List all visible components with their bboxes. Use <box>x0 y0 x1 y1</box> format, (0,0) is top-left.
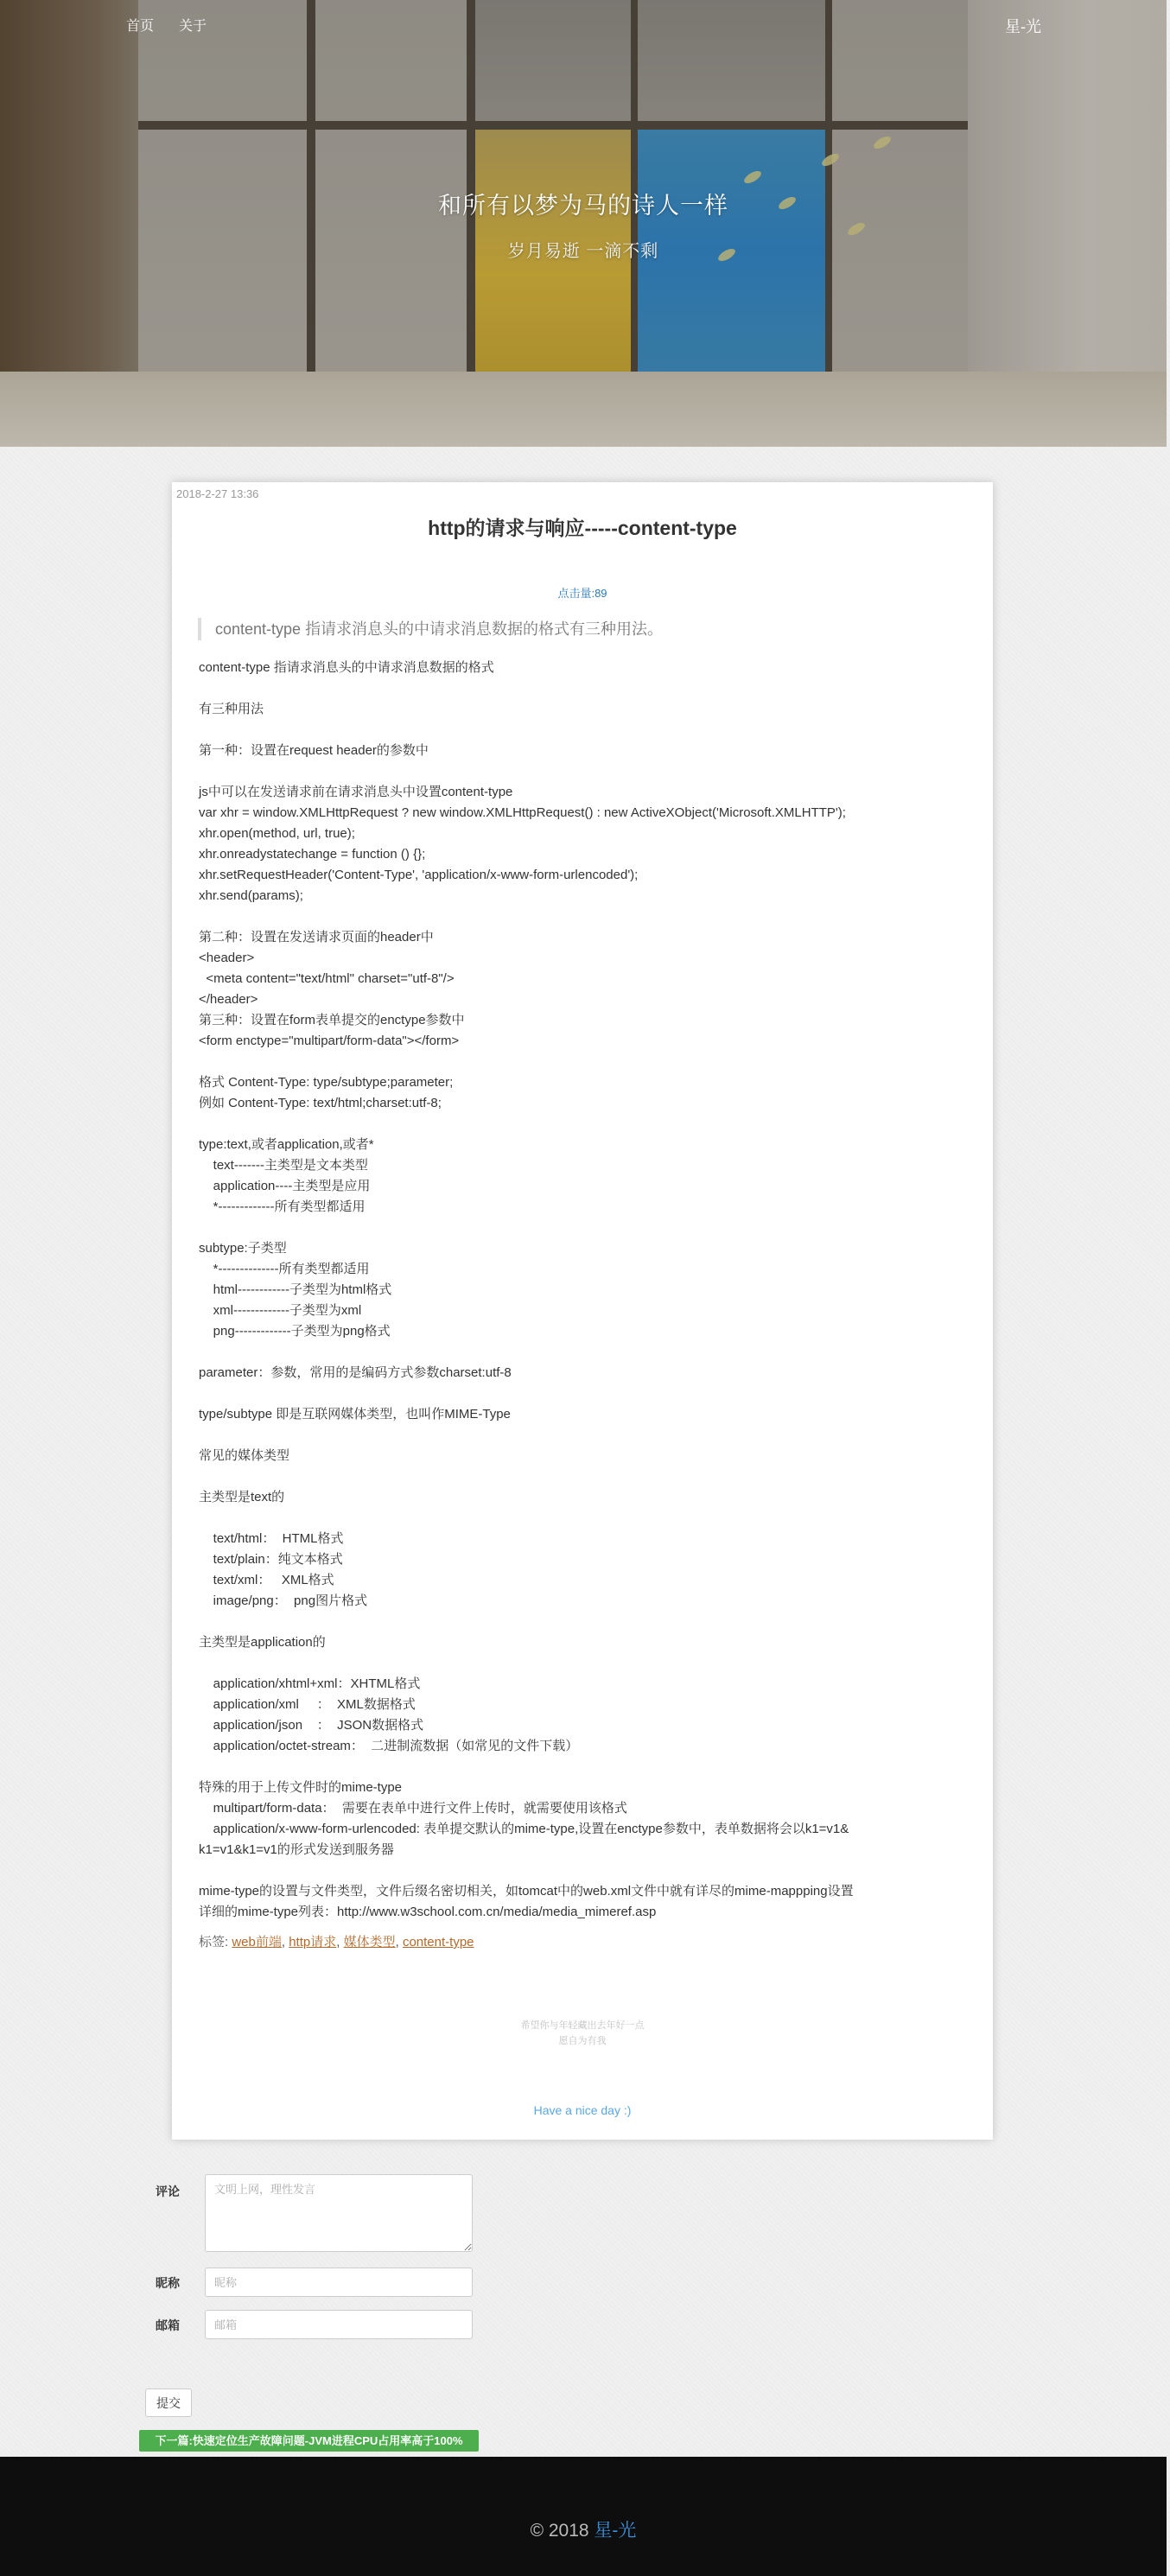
post-body-line <box>199 1757 959 1778</box>
post-body-line: 主类型是application的 <box>199 1635 326 1650</box>
post-body-line: 第三种：设置在form表单提交的enctype参数中 <box>199 1013 465 1027</box>
post-body-line: text/xml： XML格式 <box>199 1573 334 1587</box>
site-footer <box>0 2457 1167 2576</box>
post-body-line <box>199 1342 959 1363</box>
post-body-line: text/html： HTML格式 <box>199 1531 344 1546</box>
post-body-line: type/subtype 即是互联网媒体类型，也叫作MIME-Type <box>199 1407 511 1422</box>
post-body-line: *-------------所有类型都适用 <box>199 1199 366 1214</box>
post-body-line: xhr.send(params); <box>199 888 303 903</box>
post-body-line: </header> <box>199 992 258 1007</box>
post-body-line: 主类型是text的 <box>199 1490 285 1504</box>
post-body-line: <form enctype="multipart/form-data"></form> <box>199 1034 460 1048</box>
post-body-line: 第二种：设置在发送请求页面的header中 <box>199 930 434 945</box>
post-body-line: html------------子类型为html格式 <box>199 1282 392 1297</box>
post-body-line <box>199 1114 959 1135</box>
post-body-line: application----主类型是应用 <box>199 1179 371 1193</box>
post-body-line: 格式 Content-Type: type/subtype;parameter; <box>199 1075 454 1090</box>
tag-link[interactable]: http请求 <box>289 1935 337 1949</box>
post-note-line: 希望你与年轻藏出去年好一点 <box>520 2020 645 2031</box>
post-body-line: application/octet-stream： 二进制流数据（如常见的文件下载） <box>199 1739 579 1753</box>
hero-subtitle: 岁月易逝 一滴不剩 <box>507 242 659 261</box>
footer-brand-link[interactable]: 星-光 <box>594 2521 637 2541</box>
post-body-line: subtype:子类型 <box>199 1241 287 1256</box>
post-body-line: 常见的媒体类型 <box>199 1448 290 1463</box>
post-body-line: text/plain：纯文本格式 <box>199 1552 343 1567</box>
post-tags: 标签: web前端, http请求, 媒体类型, content-type <box>199 1935 474 1949</box>
post-body-line: text-------主类型是文本类型 <box>199 1158 368 1173</box>
post-body-line: xhr.open(method, url, true); <box>199 826 355 841</box>
post-body-line: 特殊的用于上传文件时的mime-type <box>199 1780 403 1795</box>
post-body-line <box>199 678 959 699</box>
post-date: 2018-2-27 13:36 <box>176 487 259 500</box>
site-brand[interactable]: 星-光 <box>1005 18 1041 35</box>
post-summary: content-type 指请求消息头的中请求消息数据的格式有三种用法。 <box>198 618 950 640</box>
post-body-line: var xhr = window.XMLHttpRequest ? new window.XMLHttpRequest() : new ActiveXObject('Microsoft.XMLHTTP'); <box>199 805 846 820</box>
post-body-line: *--------------所有类型都适用 <box>199 1262 370 1276</box>
post-body-line: k1=v1&k1=v1的形式发送到服务器 <box>199 1842 394 1857</box>
post-body-line: 有三种用法 <box>199 702 264 716</box>
post-body <box>199 658 959 1923</box>
post-body-line <box>199 1508 959 1529</box>
post-body-line <box>199 1218 959 1238</box>
post-body-line: <meta content="text/html" charset="utf-8"/> <box>199 971 455 986</box>
post-body-line: xhr.setRequestHeader('Content-Type', 'application/x-www-form-urlencoded'); <box>199 868 639 882</box>
post-body-line: <header> <box>199 951 255 965</box>
nickname-label: 昵称 <box>156 2276 180 2290</box>
article-card <box>172 482 993 2140</box>
post-body-line: xhr.onreadystatechange = function () {}; <box>199 847 426 862</box>
post-body-line <box>199 1052 959 1072</box>
post-body-line: application/xhtml+xml：XHTML格式 <box>199 1676 421 1691</box>
post-footer-greeting: Have a nice day :) <box>533 2103 632 2117</box>
comment-textarea[interactable] <box>205 2174 473 2252</box>
post-body-line: xml-------------子类型为xml <box>199 1303 362 1318</box>
tag-link[interactable]: 媒体类型 <box>343 1935 396 1949</box>
post-body-line <box>199 1383 959 1404</box>
submit-button[interactable]: 提交 <box>145 2388 192 2417</box>
nickname-input[interactable] <box>205 2268 473 2297</box>
email-input[interactable] <box>205 2310 473 2339</box>
tag-link[interactable]: web前端 <box>232 1935 282 1949</box>
post-body-line <box>199 1425 959 1446</box>
post-body-line: application/json ： JSON数据格式 <box>199 1718 424 1733</box>
post-body-line: png-------------子类型为png格式 <box>199 1324 391 1339</box>
post-body-line <box>199 1466 959 1487</box>
email-label: 邮箱 <box>156 2318 180 2332</box>
post-body-line <box>199 761 959 782</box>
post-body-line <box>199 1653 959 1674</box>
post-body-line: parameter：参数，常用的是编码方式参数charset:utf-8 <box>199 1365 512 1380</box>
hero-title: 和所有以梦为马的诗人一样 <box>438 193 728 219</box>
post-note <box>172 2018 993 2049</box>
post-body-line: image/png： png图片格式 <box>199 1593 368 1608</box>
post-body-line <box>199 906 959 927</box>
post-body-line <box>199 720 959 741</box>
hero-overlay <box>0 0 1167 447</box>
post-title: http的请求与响应-----content-type <box>428 517 737 539</box>
comment-label: 评论 <box>156 2185 180 2198</box>
nav-home-link[interactable]: 首页 <box>126 19 155 34</box>
tag-link[interactable]: content-type <box>402 1935 474 1949</box>
copyright <box>0 2516 1167 2542</box>
post-body-line: content-type 指请求消息头的中请求消息数据的格式 <box>199 660 494 675</box>
post-body-line: type:text,或者application,或者* <box>199 1137 374 1152</box>
post-body-line: js中可以在发送请求前在请求消息头中设置content-type <box>199 785 513 799</box>
post-body-line: 第一种：设置在request header的参数中 <box>199 743 429 758</box>
post-hit-count: 点击量:89 <box>557 587 607 600</box>
nav-about-link[interactable]: 关于 <box>179 19 207 34</box>
copyright-text: © 2018 <box>530 2521 589 2541</box>
post-body-line: 详细的mime-type列表：http://www.w3school.com.cn/media/media_mimeref.asp <box>199 1905 657 1919</box>
tags-label: 标签: <box>199 1935 229 1949</box>
next-post-link[interactable]: 下一篇:快速定位生产故障问题-JVM进程CPU占用率高于100% <box>139 2430 479 2452</box>
hero-banner <box>0 0 1167 447</box>
post-body-line <box>199 1860 959 1881</box>
post-body-line: application/x-www-form-urlencoded: 表单提交默认的mime-type,设置在enctype参数中，表单数据将会以k1=v1& <box>199 1822 849 1836</box>
post-body-line: multipart/form-data： 需要在表单中进行文件上传时，就需要使用该格式 <box>199 1801 627 1816</box>
post-body-line: 例如 Content-Type: text/html;charset:utf-8; <box>199 1096 442 1110</box>
post-body-line: application/xml ： XML数据格式 <box>199 1697 416 1712</box>
post-note-line: 愿自为有我 <box>558 2036 607 2046</box>
post-body-line: mime-type的设置与文件类型，文件后缀名密切相关，如tomcat中的web.xml文件中就有详尽的mime-mappping设置 <box>199 1884 854 1899</box>
post-body-line <box>199 1612 959 1632</box>
